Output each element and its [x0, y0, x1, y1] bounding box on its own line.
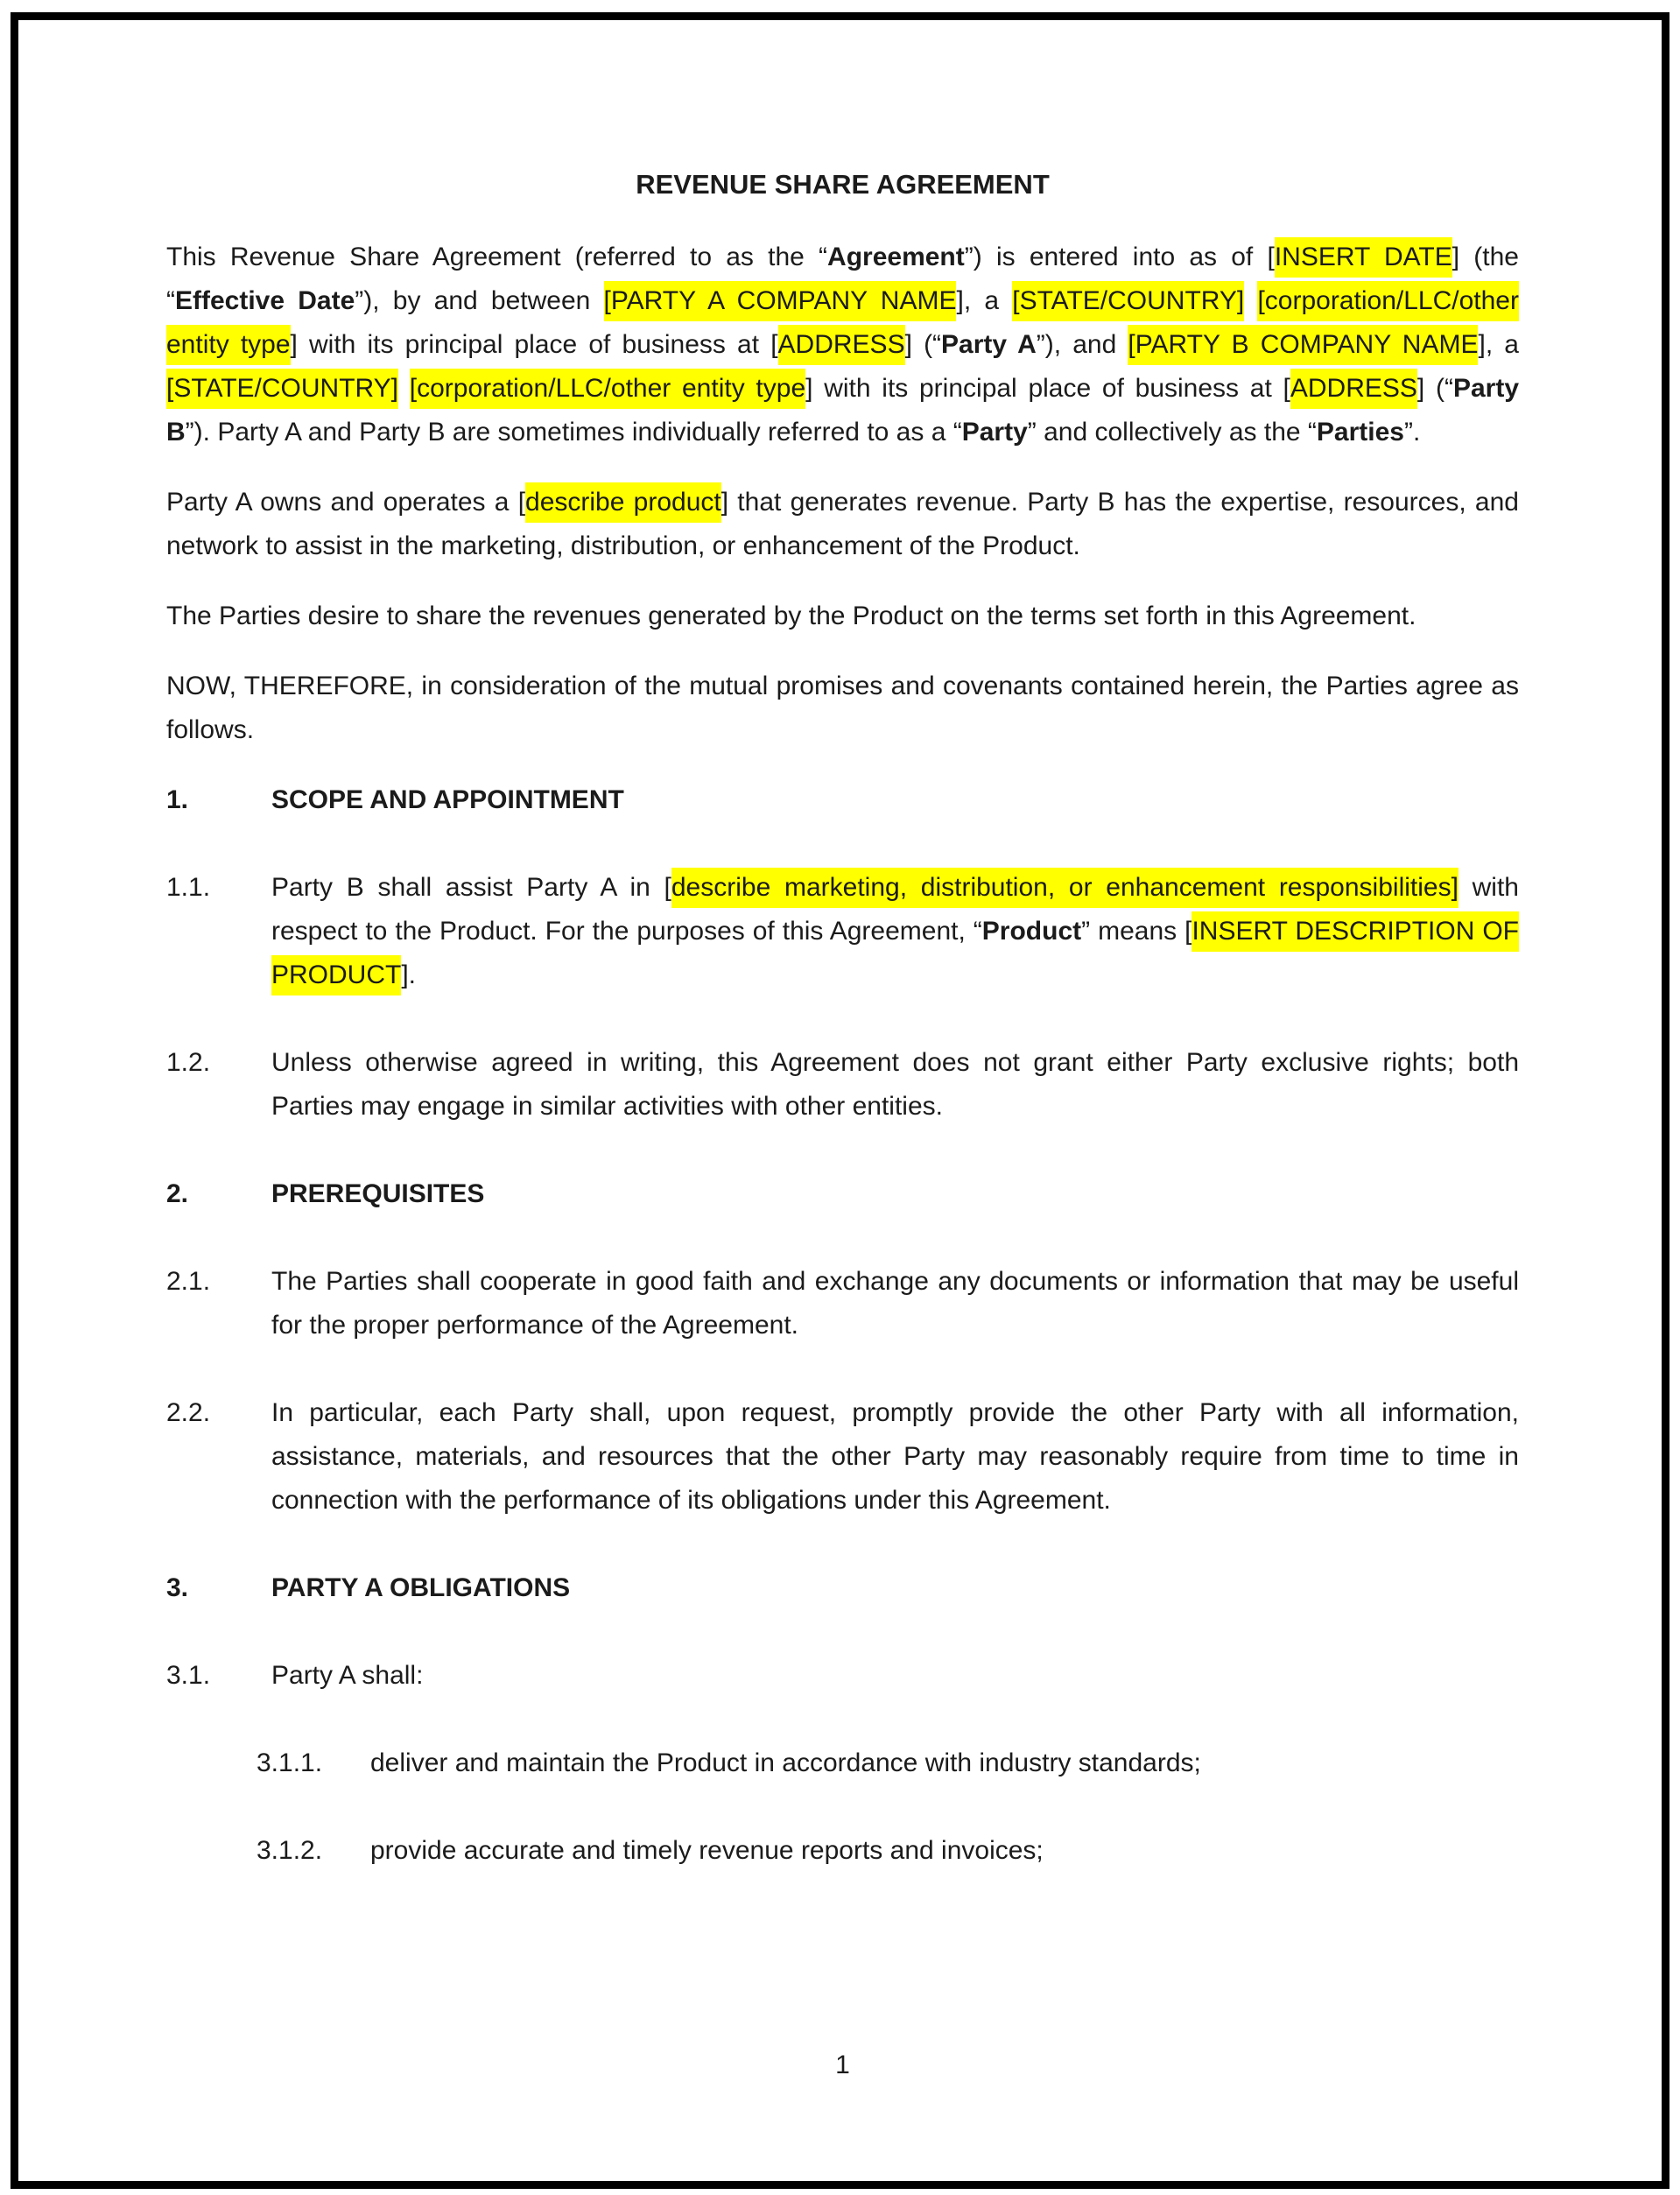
intro-paragraph-3: The Parties desire to share the revenues generated by the Product on the terms set forth in this Agreement. — [166, 602, 1416, 630]
clause-3-1-1-number: 3.1.1. — [257, 1748, 323, 1777]
clause-1-2-number: 1.2. — [166, 1048, 211, 1077]
clause-3-1-text: Party A shall: — [271, 1661, 424, 1690]
intro-paragraph-1: This Revenue Share Agreement (referred to as the “Agreement”) is entered into as of [INSERT DATE] (the “Effective Date”), by and between [PARTY A COMPANY NAME], a [STATE/COUNTRY] [corporation/LLC/other entity type] with its principal place of business at [ADDRESS] (“Party A”), and [PARTY B COMPANY NAME], a [STATE/COUNTRY] [corporation/LLC/other entity type] with its principal place of business at [ADDRESS] (“Party B”). Party A and Party B are sometimes individually referred to as a “Party” and collectively as the “Parties”. — [166, 236, 1519, 454]
clause-1-1-number: 1.1. — [166, 873, 211, 902]
section-2-heading — [166, 1172, 1519, 1216]
section-1-title: SCOPE AND APPOINTMENT — [271, 785, 624, 814]
section-3-number: 3. — [166, 1573, 189, 1602]
section-1-heading — [166, 778, 1519, 822]
clause-2-1-number: 2.1. — [166, 1267, 211, 1296]
clause-1-1 — [166, 866, 1519, 997]
clause-2-1-text: The Parties shall cooperate in good faith and exchange any documents or information that may be useful for the proper performance of the Agreement. — [271, 1267, 1519, 1340]
section-3-title: PARTY A OBLIGATIONS — [271, 1573, 571, 1602]
clause-3-1-2-number: 3.1.2. — [257, 1836, 323, 1865]
clause-3-1 — [166, 1654, 1519, 1698]
clause-3-1-2-text: provide accurate and timely revenue reports and invoices; — [370, 1836, 1044, 1865]
section-1-number: 1. — [166, 785, 189, 814]
clause-2-2-number: 2.2. — [166, 1398, 211, 1427]
intro-paragraph-4: NOW, THEREFORE, in consideration of the mutual promises and covenants contained herein, the Parties agree as follows. — [166, 672, 1519, 744]
document-title: REVENUE SHARE AGREEMENT — [636, 169, 1050, 200]
page-number: 1 — [835, 2051, 850, 2079]
page-footer — [166, 2044, 1519, 2087]
intro-paragraph-2: Party A owns and operates a [describe product] that generates revenue. Party B has the expertise, resources, and network to assist in the marketing, distribution, or enhancement of the Product. — [166, 481, 1519, 568]
section-2-title: PREREQUISITES — [271, 1179, 485, 1208]
clause-2-2 — [166, 1391, 1519, 1523]
clause-1-2 — [166, 1041, 1519, 1129]
clause-2-2-text: In particular, each Party shall, upon request, promptly provide the other Party with all information, assistance, materials, and resources that the other Party may reasonably require from time to time in connection with the performance of its obligations under this Agreement. — [271, 1398, 1519, 1515]
clause-3-1-number: 3.1. — [166, 1661, 211, 1690]
clause-1-1-text: Party B shall assist Party A in [describe marketing, distribution, or enhancement responsibilities] with respect to the Product. For the purposes of this Agreement, “Product” means [INSERT DESCRIPTION OF PRODUCT]. — [271, 866, 1519, 997]
document-content — [166, 163, 1519, 1917]
section-3-heading — [166, 1566, 1519, 1610]
clause-1-2-text: Unless otherwise agreed in writing, this Agreement does not grant either Party exclusive rights; both Parties may engage in similar activities with other entities. — [271, 1048, 1519, 1121]
clause-3-1-1-text: deliver and maintain the Product in accordance with industry standards; — [370, 1748, 1201, 1777]
clause-3-1-1 — [257, 1741, 1519, 1785]
section-2-number: 2. — [166, 1179, 189, 1208]
clause-2-1 — [166, 1260, 1519, 1347]
clause-3-1-2 — [257, 1829, 1519, 1873]
